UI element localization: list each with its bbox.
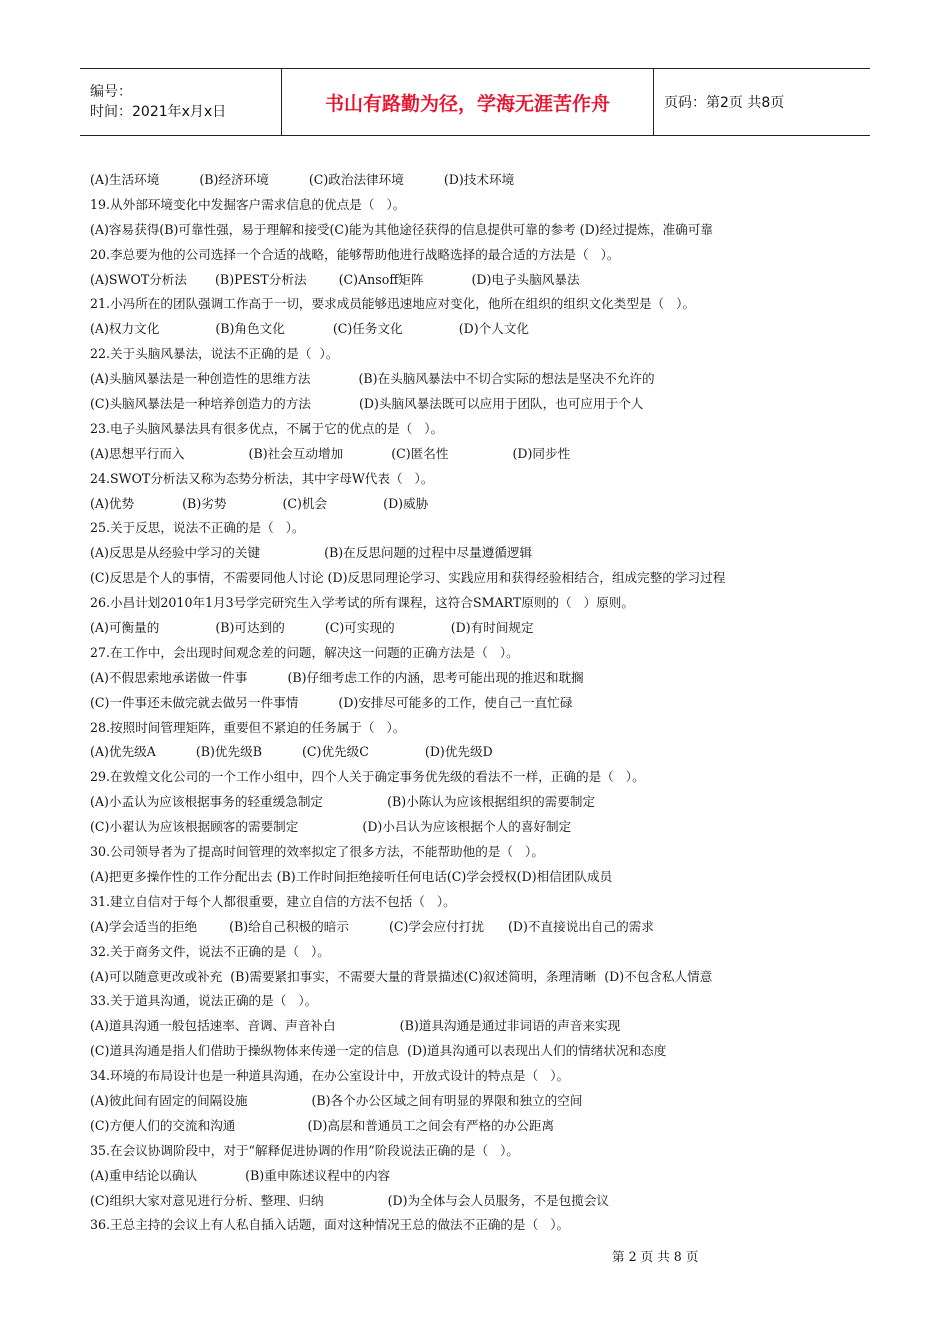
text-line: (A)可衡量的 (B)可达到的 (C)可实现的 (D)有时间规定 bbox=[90, 620, 534, 636]
text-line: (C)方便人们的交流和沟通 (D)高层和普通员工之间会有严格的办公距离 bbox=[90, 1117, 555, 1133]
text-line: 36.王总主持的会议上有人私自插入话题，面对这种情况王总的做法不正确的是（ ）。 bbox=[90, 1217, 570, 1233]
text-line: (C)一件事还未做完就去做另一件事情 (D)安排尽可能多的工作，使自己一直忙碌 bbox=[90, 694, 573, 710]
text-line: (C)反思是个人的事情，不需要同他人讨论 (D)反思同理论学习、实践应用和获得经验相结合，组成完整的学习过程 bbox=[90, 570, 726, 586]
text-line: 20.李总要为他的公司选择一个合适的战略，能够帮助他进行战略选择的最合适的方法是（ ）。 bbox=[90, 246, 620, 262]
text-line: (A)重申结论以确认 (B)重申陈述议程中的内容 bbox=[90, 1167, 391, 1183]
text-line: 25.关于反思，说法不正确的是（ ）。 bbox=[90, 520, 305, 536]
text-line: (A)不假思索地承诺做一件事 (B)仔细考虑工作的内涵，思考可能出现的推迟和耽搁 bbox=[90, 669, 584, 685]
text-line: (A)学会适当的拒绝 (B)给自己积极的暗示 (C)学会应付打扰 (D)不直接说出自己的需求 bbox=[90, 918, 654, 934]
text-line: (A)把更多操作性的工作分配出去 (B)工作时间拒绝接听任何电话(C)学会授权(D)相信团队成员 bbox=[90, 868, 613, 884]
text-line: (A)权力文化 (B)角色文化 (C)任务文化 (D)个人文化 bbox=[90, 321, 530, 337]
text-line: (A)优势 (B)劣势 (C)机会 (D)威胁 bbox=[90, 495, 429, 511]
text-line: (A)道具沟通一般包括速率、音调、声音补白 (B)道具沟通是通过非词语的声音来实现 bbox=[90, 1018, 621, 1034]
header-motto-cell bbox=[282, 69, 654, 135]
text-line: 32.关于商务文件，说法不正确的是（ ）。 bbox=[90, 943, 330, 959]
question-body bbox=[90, 168, 830, 1238]
text-line: (A)可以随意更改或补充 (B)需要紧扣事实，不需要大量的背景描述(C)叙述简明，条理清晰 (D)不包含私人情意 bbox=[90, 968, 713, 984]
text-line: (C)头脑风暴法是一种培养创造力的方法 (D)头脑风暴法既可以应用于团队，也可应用于个人 bbox=[90, 396, 644, 412]
text-line: (A)优先级A (B)优先级B (C)优先级C (D)优先级D bbox=[90, 744, 493, 760]
header-left-cell bbox=[80, 69, 282, 135]
text-line: (A)SWOT分析法 (B)PEST分析法 (C)Ansoff矩阵 (D)电子头脑风暴法 bbox=[90, 271, 580, 287]
text-line: 33.关于道具沟通，说法正确的是（ ）。 bbox=[90, 993, 318, 1009]
text-line: 28.按照时间管理矩阵，重要但不紧迫的任务属于（ ）。 bbox=[90, 719, 406, 735]
text-line: 31.建立自信对于每个人都很重要，建立自信的方法不包括（ ）。 bbox=[90, 893, 456, 909]
text-line: 23.电子头脑风暴法具有很多优点，不属于它的优点的是（ ）。 bbox=[90, 420, 444, 436]
document-number-label: 编号： bbox=[90, 84, 132, 100]
text-line: (A)思想平行而入 (B)社会互动增加 (C)匿名性 (D)同步性 bbox=[90, 445, 571, 461]
text-line: (A)容易获得(B)可靠性强，易于理解和接受(C)能为其他途径获得的信息提供可靠的参考 (D)经过提炼，准确可靠 bbox=[90, 221, 713, 237]
text-line: (A)头脑风暴法是一种创造性的思维方法 (B)在头脑风暴法中不切合实际的想法是坚决不允许的 bbox=[90, 371, 655, 387]
page-footer: 第 2 页 共 8 页 bbox=[612, 1249, 699, 1264]
text-line: 34.环境的布局设计也是一种道具沟通，在办公室设计中，开放式设计的特点是（ ）。 bbox=[90, 1068, 570, 1084]
text-line: (C)小翟认为应该根据顾客的需要制定 (D)小吕认为应该根据个人的喜好制定 bbox=[90, 819, 572, 835]
text-line: (A)生活环境 (B)经济环境 (C)政治法律环境 (D)技术环境 bbox=[90, 172, 515, 187]
text-line: 26.小昌计划2010年1月3号学完研究生入学考试的所有课程，这符合SMART原则的（ ）原则。 bbox=[90, 595, 634, 611]
header-page-cell bbox=[654, 69, 870, 135]
text-line: 30.公司领导者为了提高时间管理的效率拟定了很多方法，不能帮助他的是（ ）。 bbox=[90, 844, 544, 860]
text-line: 21.小冯所在的团队强调工作高于一切，要求成员能够迅速地应对变化，他所在组织的组织文化类型是（ ）。 bbox=[90, 296, 696, 312]
text-line: (C)组织大家对意见进行分析、整理、归纳 (D)为全体与会人员服务，不是包揽会议 bbox=[90, 1192, 610, 1208]
text-line: 22.关于头脑风暴法，说法不正确的是（ ）。 bbox=[90, 346, 339, 362]
header-motto: 书山有路勤为径，学海无涯苦作舟 bbox=[324, 92, 610, 115]
text-line: (A)小孟认为应该根据事务的轻重缓急制定 (B)小陈认为应该根据组织的需要制定 bbox=[90, 794, 596, 810]
text-line: 24.SWOT分析法又称为态势分析法，其中字母W代表（ ）。 bbox=[90, 470, 434, 486]
text-line: 27.在工作中，会出现时间观念差的问题，解决这一问题的正确方法是（ ）。 bbox=[90, 644, 519, 660]
text-line: (A)彼此间有固定的间隔设施 (B)各个办公区域之间有明显的界限和独立的空间 bbox=[90, 1092, 583, 1108]
document-time-label: 时间：2021年x月x日 bbox=[90, 104, 227, 120]
text-line: 35.在会议协调阶段中，对于“解释促进协调的作用”阶段说法正确的是（ ）。 bbox=[90, 1142, 520, 1158]
text-line: 19.从外部环境变化中发掘客户需求信息的优点是（ ）。 bbox=[90, 196, 406, 212]
text-line: 29.在敦煌文化公司的一个工作小组中，四个人关于确定事务优先级的看法不一样，正确的是（ ）。 bbox=[90, 769, 645, 785]
header-page-number: 页码：第2页 共8页 bbox=[664, 95, 785, 111]
text-line: (A)反思是从经验中学习的关键 (B)在反思问题的过程中尽量遵循逻辑 bbox=[90, 545, 533, 561]
page-header bbox=[80, 68, 870, 136]
text-line: (C)道具沟通是指人们借助于操纵物体来传递一定的信息 (D)道具沟通可以表现出人们的情绪状况和态度 bbox=[90, 1043, 667, 1059]
